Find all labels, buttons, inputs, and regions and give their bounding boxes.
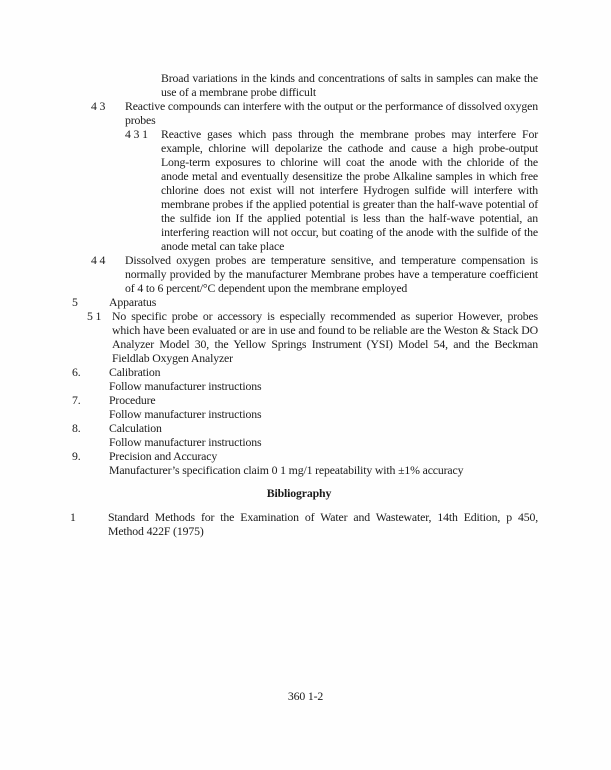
section-item-9 — [0, 449, 611, 477]
section-item-5 — [0, 295, 611, 309]
section-body: Follow manufacturer instructions — [109, 435, 262, 449]
section-heading: Procedure — [109, 393, 156, 407]
section-body: Follow manufacturer instructions — [109, 407, 262, 421]
bibliography-entry — [0, 510, 611, 538]
section-number: 7. — [72, 393, 81, 407]
section-text: Dissolved oxygen probes are temperature sensitive, and temperature compensation is normally provided by the manufacturer Membrane probes have a temperature coefficient of 4 to 6 percent/°C dependent upon the membrane employed — [125, 253, 538, 295]
section-item-4-3-1 — [0, 127, 611, 253]
continuation-paragraph: Broad variations in the kinds and concentrations of salts in samples can make the use of a membrane probe difficult — [161, 71, 538, 99]
bibliography-heading: Bibliography — [266, 486, 332, 500]
section-body: Follow manufacturer instructions — [109, 379, 262, 393]
section-number: 9. — [72, 449, 81, 463]
section-text: Reactive gases which pass through the membrane probes may interfere For example, chlorine will depolarize the cathode and cause a high probe-output Long-term exposures to chlorine will coat the anode with the chloride of the anode metal and eventually desensitize the probe Alkaline samples in which free chlorine does not exist will not interfere Hydrogen sulfide will interfere with membrane probes if the applied potential is greater than the half-wave potential of the sulfide ion If the applied potential is less than the half-wave potential, an interfering reaction will not occur, but coating of the anode with the sulfide of the anode metal can take place — [161, 127, 538, 253]
section-number: 4 3 — [91, 99, 106, 113]
section-number: 4 4 — [91, 253, 106, 267]
bibliography-text: Standard Methods for the Examination of Water and Wastewater, 14th Edition, p 450, Method 422F (1975) — [108, 510, 538, 538]
section-text: No specific probe or accessory is especially recommended as superior However, probes which have been evaluated or are in use and found to be reliable are the Weston & Stack DO Analyzer Model 30, the Yellow Springs Instrument (YSI) Model 54, and the Beckman Fieldlab Oxygen Analyzer — [112, 309, 538, 365]
section-heading: Precision and Accuracy — [109, 449, 218, 463]
section-number: 5 1 — [87, 309, 102, 323]
section-text-wrap — [109, 449, 538, 477]
section-number: 5 — [72, 295, 78, 309]
section-heading: Apparatus — [109, 295, 157, 309]
section-number: 4 3 1 — [125, 127, 148, 141]
section-heading: Calculation — [109, 421, 162, 435]
section-item-4-3 — [0, 99, 611, 127]
section-item-5-1 — [0, 309, 611, 365]
bibliography-number: 1 — [70, 510, 76, 524]
section-text-wrap — [109, 421, 538, 449]
section-item-6 — [0, 365, 611, 393]
section-text: Reactive compounds can interfere with the output or the performance of dissolved oxygen probes — [125, 99, 538, 127]
document-content — [0, 71, 611, 538]
section-body: Manufacturer’s specification claim 0 1 mg/1 repeatability with ±1% accuracy — [109, 463, 464, 477]
section-number: 6. — [72, 365, 81, 379]
section-item-8 — [0, 421, 611, 449]
page-number-footer: 360 1-2 — [287, 689, 324, 703]
section-heading: Calibration — [109, 365, 161, 379]
section-number: 8. — [72, 421, 81, 435]
section-text-wrap — [109, 393, 538, 421]
section-text-wrap — [109, 365, 538, 393]
section-item-7 — [0, 393, 611, 421]
section-item-4-4 — [0, 253, 611, 295]
